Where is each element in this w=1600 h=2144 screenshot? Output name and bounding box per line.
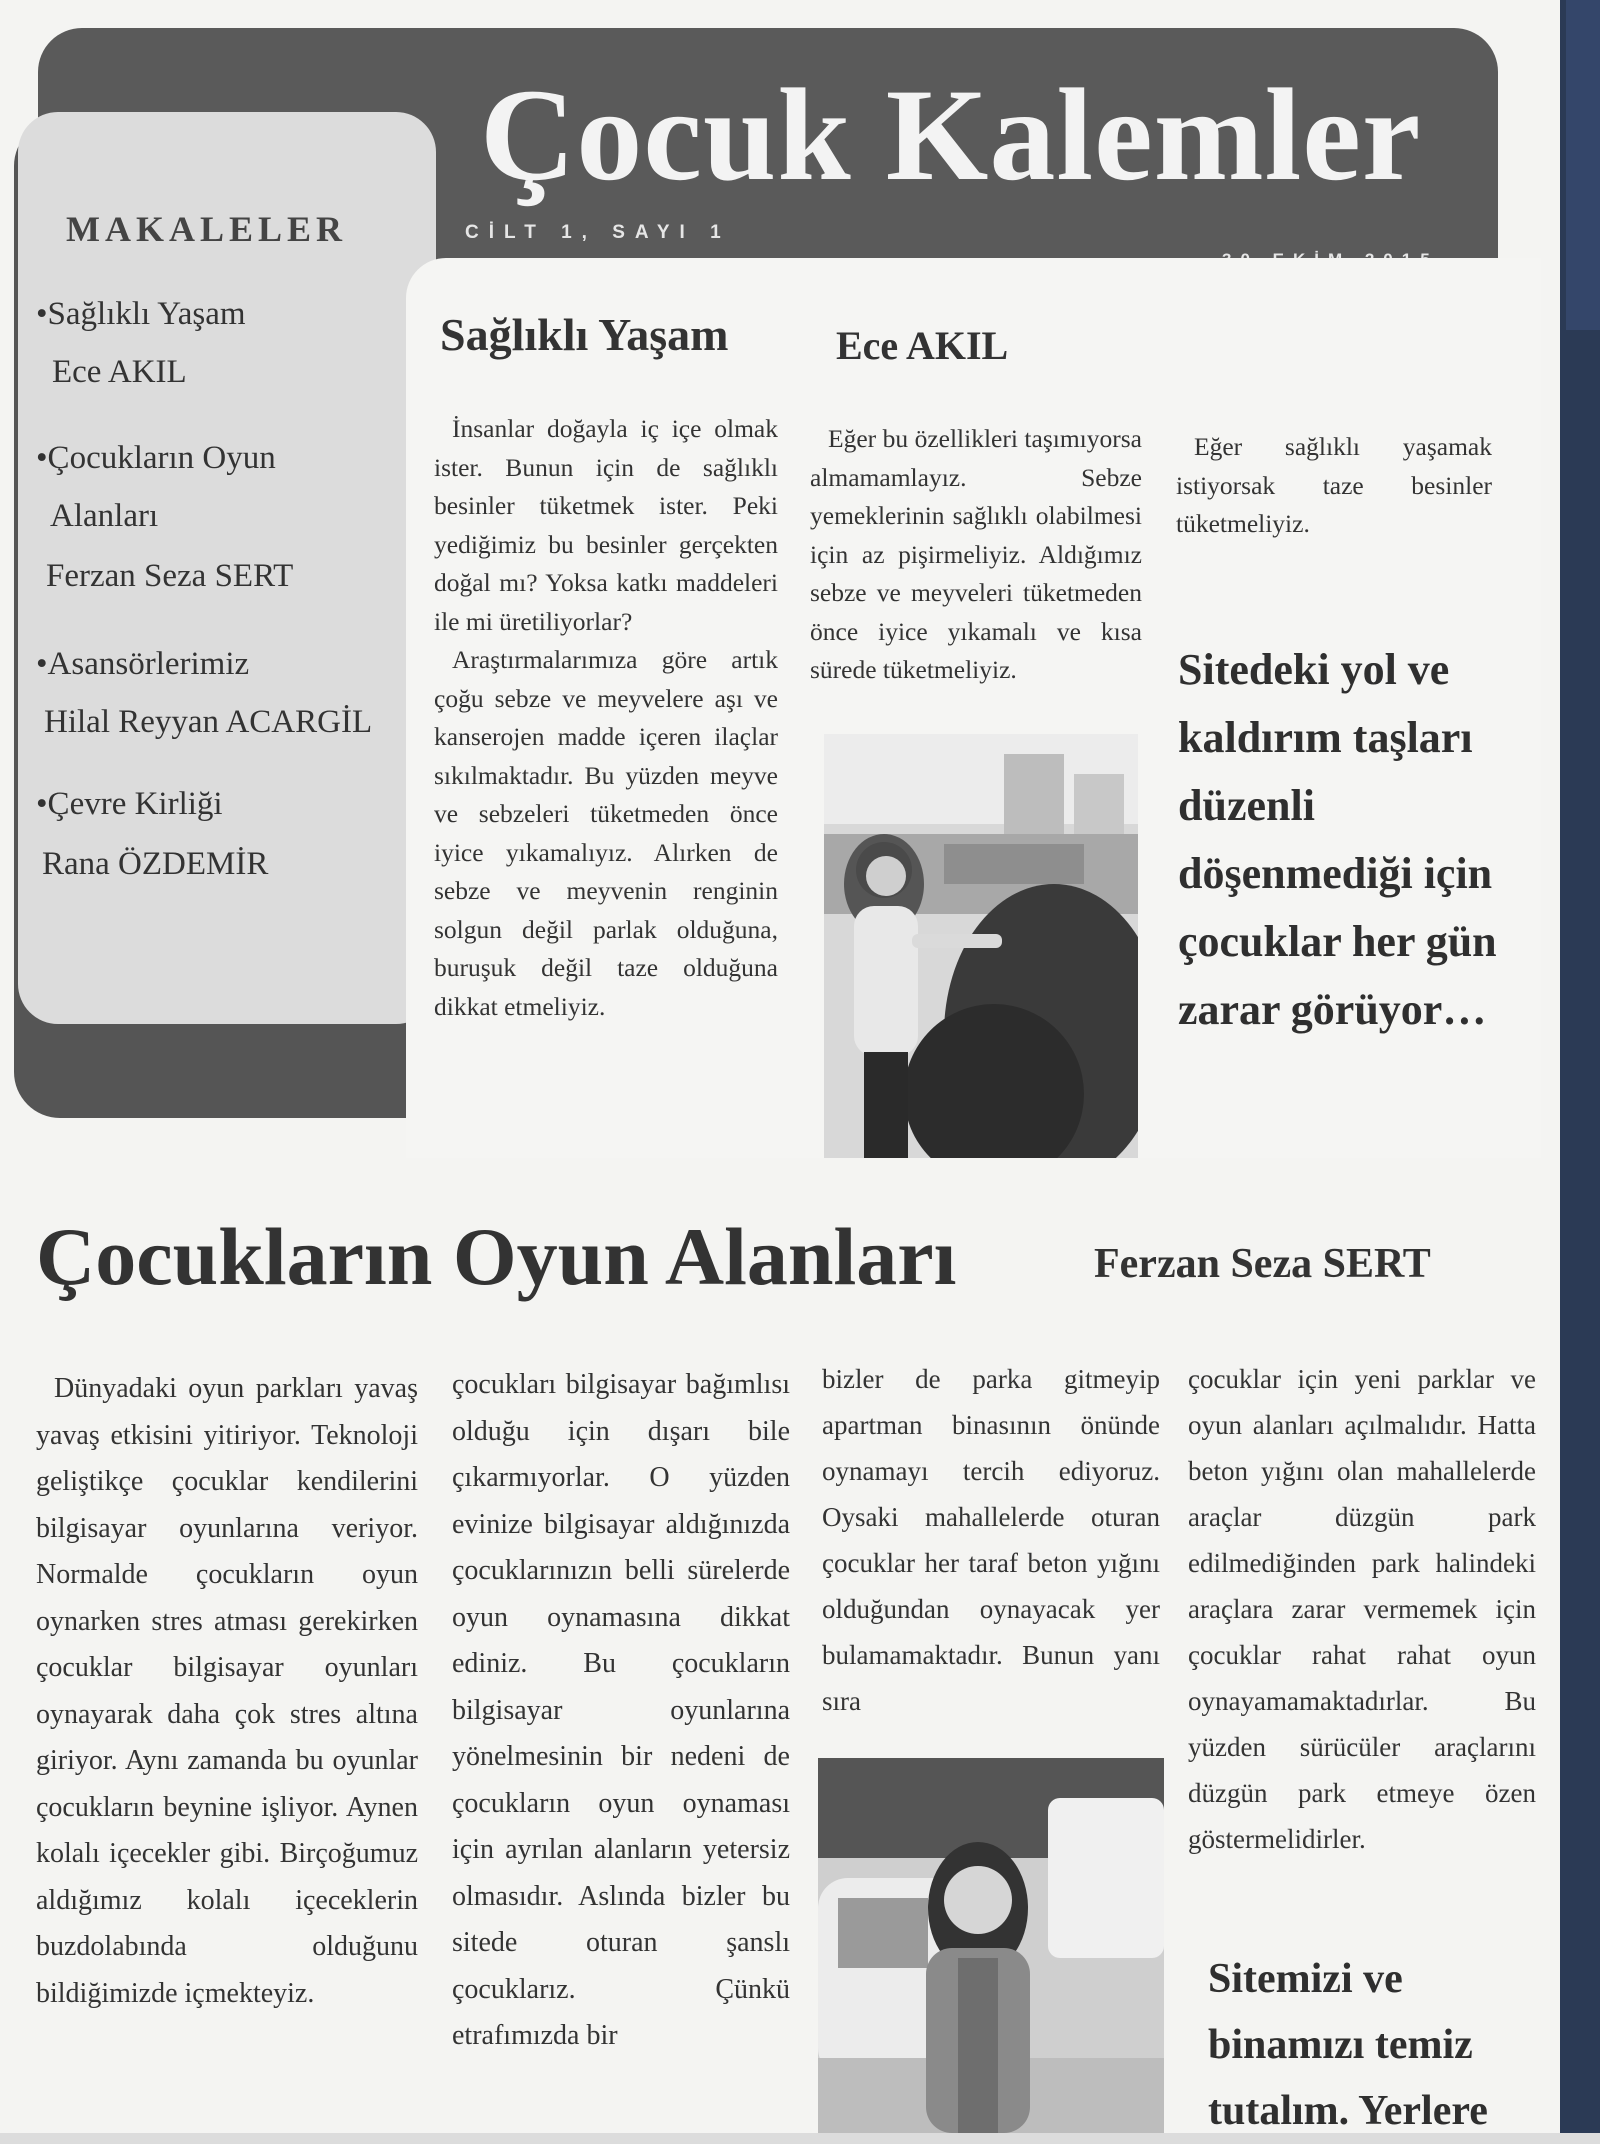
pull-quote: Sitedeki yol ve kaldırım taşları düzenli döşenmediği için çocuklar her gün zarar görüyor… <box>1178 645 1497 1034</box>
toc-entry-author: Ece AKIL <box>52 354 187 390</box>
article-author: Ece AKIL <box>836 323 1009 368</box>
toc-entry-author: Hilal Reyyan ACARGİL <box>44 704 373 740</box>
article-author: Ferzan Seza SERT <box>1094 1241 1431 1287</box>
paragraph: İnsanlar doğayla iç içe olmak ister. Bunun için de sağlıklı besinler tüketmek ister. Peki yediğimiz bu besinler gerçekten doğal mı? Yoksa katkı maddeleri ile mi üretiliyorlar? <box>434 414 778 636</box>
paragraph: Dünyadaki oyun parkları yavaş yavaş etkisini yitiriyor. Teknoloji geliştikçe çocuklar kendilerini bilgisayar oyunlarına veriyor. Normalde çocukların oyun oynarken stres atması gerekirken çocuklar bilgisayar oyunları oynayarak daha çok stres altına giriyor. Aynı zamanda bu oyunlar çocukların beynine işliyor. Aynen kolalı içecekler gibi. Birçoğumuz aldığımız kolalı içeceklerin buzdolabında olduğunu bildiğimizde içmekteyiz. <box>36 1373 418 2009</box>
article-column-1 <box>36 1366 418 2017</box>
toc-entry-author: Rana ÖZDEMİR <box>42 846 269 882</box>
paragraph: Eğer sağlıklı yaşamak istiyorsak taze besinler tüketmeliyiz. <box>1176 432 1492 538</box>
sidebar-heading: MAKALELER <box>66 209 348 249</box>
article-column-4 <box>1188 1356 1536 1862</box>
article-title: Sağlıklı Yaşam <box>440 309 729 360</box>
pull-quote: Sitemizi ve binamızı temiz tutalım. Yerlere <box>1208 1956 1488 2134</box>
toc-entry-title: •Asansörlerimiz <box>36 646 250 682</box>
toc-entry-title: •Sağlıklı Yaşam <box>36 296 246 332</box>
paragraph: Eğer bu özellikleri taşımıyorsa almamamlayız. Sebze yemeklerinin sağlıklı olabilmesi için az pişirmeliyiz. Aldığımız sebze ve meyveleri tüketmeden önce iyice yıkamalı ve kısa sürede tüketmeliyiz. <box>810 424 1142 684</box>
article-column-2 <box>452 1362 790 2060</box>
paragraph: çocukları bilgisayar bağımlısı olduğu için dışarı bile çıkarmıyorlar. O yüzden evinize bilgisayar aldığınızda çocuklarınızın belli sürelerde oyun oynamasına dikkat ediniz. Bu çocukların bilgisayar oyunlarına yönelmesinin bir nedeni de çocukların oyun oynaması için ayrılan alanların yetersiz olmasıdır. Aslında bizler bu sitede oturan şanslı çocuklarız. Çünkü etrafımızda bir <box>452 1369 790 2051</box>
toc-entry-title-cont: Alanları <box>50 498 159 534</box>
paragraph: çocuklar için yeni parklar ve oyun alanları açılmalıdır. Hatta beton yığını olan mahallelerde araçlar düzgün park edilmediğinden park halindeki araçlara zarar vermemek için çocuklar rahat rahat oyun oynayamamaktadırlar. Bu yüzden sürücüler araçlarını düzgün park etmeye özen göstermelidirler. <box>1188 1364 1536 1854</box>
article-title: Çocukların Oyun Alanları <box>36 1211 957 1302</box>
article-column-1 <box>434 410 778 1026</box>
article-column-3 <box>1176 428 1492 544</box>
article-column-3 <box>822 1356 1160 1724</box>
newsletter-title: Çocuk Kalemler <box>480 61 1422 208</box>
issue-number: CİLT 1, SAYI 1 <box>465 222 731 243</box>
background-edge-highlight <box>1566 0 1600 330</box>
paragraph: bizler de parka gitmeyip apartman binasının önünde oynamayı tercih ediyoruz. Oysaki mahallelerde oturan çocuklar her taraf beton yığını olduğundan oynayacak yer bulamamaktadır. Bunun yanı sıra <box>822 1364 1160 1716</box>
article-column-2 <box>810 420 1142 690</box>
toc-entry-title: •Çocukların Oyun <box>36 440 276 476</box>
toc-entry-author: Ferzan Seza SERT <box>46 558 294 594</box>
article-photo <box>818 1758 1164 2133</box>
paragraph: Araştırmalarımıza göre artık çoğu sebze ve meyvelere aşı ve kanserojen madde içeren ilaçlar sıkılmaktadır. Bu yüzden meyve ve sebzeleri tüketmeden önce iyice yıkamalıyız. Alırken de sebze ve meyvenin renginin solgun değil parlak olduğuna, buruşuk değil taze olduğuna dikkat etmeliyiz. <box>434 645 778 1021</box>
article-photo <box>824 734 1138 1158</box>
toc-entry-title: •Çevre Kirliği <box>36 786 223 822</box>
